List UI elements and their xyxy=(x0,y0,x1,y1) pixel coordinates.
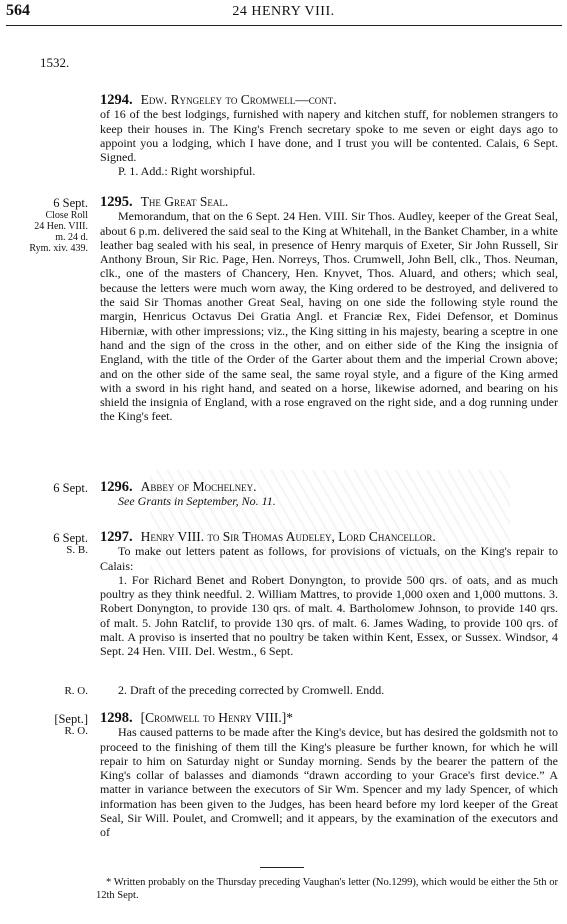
entry-title: Henry VIII. to Sir Thomas Audeley, Lord Chancellor. xyxy=(140,529,436,544)
footnote: * Written probably on the Thursday preceding Vaughan's letter (No.1299), which would be either the 5th or 12th Sept. xyxy=(96,877,558,901)
margin-1296 xyxy=(4,481,88,495)
page-number: 564 xyxy=(6,2,30,19)
entry-1297 xyxy=(100,530,558,659)
entry-text: To make out letters patent as follows, for provisions of victuals, on the King's repair to Calais: xyxy=(100,544,558,573)
running-head: 24 HENRY VIII. xyxy=(232,4,335,19)
margin-date: [Sept.] xyxy=(54,712,88,726)
header-rule xyxy=(6,25,562,26)
entry-heading xyxy=(100,480,558,494)
entry-number: 1295. xyxy=(100,194,133,210)
entry-number: 1298. xyxy=(100,710,133,726)
margin-ref: Rym. xiv. 439. xyxy=(29,243,88,254)
entry-1298 xyxy=(100,711,558,840)
entry-heading xyxy=(100,711,558,725)
entry-text: See Grants in September, No. 11. xyxy=(118,494,276,509)
entry-text: Memorandum, that on the 6 Sept. 24 Hen. VIII. Sir Thos. Audley, keeper of the Great Seal, about 6 p.m. delivered the said seal to the King at Whitehall, in the Banket Chamber, in a white leather bag sealed with his seal, in presence of Henry marquis of Exeter, Sir John Russell, Sir Anthony Broun, Sir Ric. Page, Hen. Norreys, Thos. Crumwell, John Bell, clk., Thos. Neuman, clk., one of the masters of Chancery, Hen. Knyvet, Thos. Aluard, and others; which seal, because the letters were much worn away, the King ordered to be destroyed, and delivered to the said Sir Thomas another Great Seal, having on one side the following style round the margin, Henricus Octavus Dei Gratia Angl. et Franciæ Rex, Fidei Defensor, et Dominus Hiberniæ, with other impressions; viz., the King sitting in his majesty, bearing a sceptre in one hand and the sign of the cross in the other, and on either side of the King the insignia of England, with the title of the Order of the Garter about them and the imperial Crown above; and on the other side of the same seal, the same royal style, and a figure of the King armed with a sword in his right hand, and seated on a horse, likewise adorned, and bearing on his shield the insignia of England, with a rose engraved on the right side, and a dog running under the King's feet. xyxy=(100,209,558,424)
entry-title: Abbey of Mochelney. xyxy=(140,479,257,494)
margin-date: 6 Sept. xyxy=(53,481,88,495)
entry-text: of 16 of the best lodgings, furnished with napery and kitchen stuff, for noblemen strangers to keep their houses in. The King's French secretary spoke to me seven or eight days ago to appoint you a lodging, which I have done, and I trust you will be contented. Calais, 6 Sept. Signed. xyxy=(100,107,558,165)
entry-text: 2. Draft of the preceding corrected by Cromwell. Endd. xyxy=(118,683,385,697)
entry-heading xyxy=(100,93,558,107)
entry-1296 xyxy=(100,480,558,509)
margin-1297 xyxy=(4,531,88,556)
footnote-rule xyxy=(260,867,304,868)
margin-ref: R. O. xyxy=(64,725,88,737)
entry-heading xyxy=(100,530,558,544)
entry-1297-draft xyxy=(100,683,558,697)
entry-text: 1. For Richard Benet and Robert Donyngton, to provide 500 qrs. of oats, and as much poultry as they think needful. 2. William Mattres, to provide 1,000 oxen and 1,000 muttons. 3. Robert Donyngton, to provide 130 qrs. of malt. 4. Bartholomew Johnson, to provide 140 qrs. of malt. 5. John Ratclif, to provide 130 qrs. of malt. 6. James Wading, to provide 100 qrs. of malt. A proviso is inserted that no poultry be taken within Kent, Essex, or Sussex. Windsor, 4 Sept. 24 Hen. VIII. Del. Westm., 6 Sept. xyxy=(100,572,558,659)
margin-date: 6 Sept. xyxy=(53,196,88,210)
entry-number: 1297. xyxy=(100,529,133,545)
margin-ref: 24 Hen. VIII. xyxy=(34,221,88,232)
entry-heading xyxy=(100,195,558,209)
year-label: 1532. xyxy=(40,55,70,70)
entry-number: 1296. xyxy=(100,479,133,495)
entry-note: P. 1. Add.: Right worshipful. xyxy=(118,164,256,179)
margin-date: 6 Sept. xyxy=(53,531,88,545)
entry-title: The Great Seal. xyxy=(140,194,229,209)
margin-ref: S. B. xyxy=(66,544,88,556)
margin-ref: m. 24 d. xyxy=(55,232,88,243)
margin-ref: Close Roll xyxy=(45,210,88,221)
entry-number: 1294. xyxy=(100,92,133,108)
margin-1298 xyxy=(4,712,88,737)
entry-text: Has caused patterns to be made after the King's device, but has desired the goldsmith not to proceed to the finishing of them till the King's pleasure be further known, for which he will repair to him on Saturday night or Sunday morning. Sends by the bearer the pattern of the King's collar of balasses and diamonds “drawn according to your Grace's first device.” A matter in variance between the executors of Sir Wm. Spencer and my lady Spencer, of which information has been given to the Judges, has been heard before my lord keeper of the Great Seal, Sir Will. Poulet, and Cromwell; and it appears, by the examination of the executors and of xyxy=(100,725,558,840)
margin-1297-2: R. O. xyxy=(64,685,88,697)
entry-1294 xyxy=(100,93,558,179)
entry-title: [Cromwell to Henry VIII.]* xyxy=(140,710,293,725)
entry-1295 xyxy=(100,195,558,424)
entry-title: Edw. Ryngeley to Cromwell—cont. xyxy=(140,92,337,107)
margin-1295 xyxy=(4,196,88,254)
